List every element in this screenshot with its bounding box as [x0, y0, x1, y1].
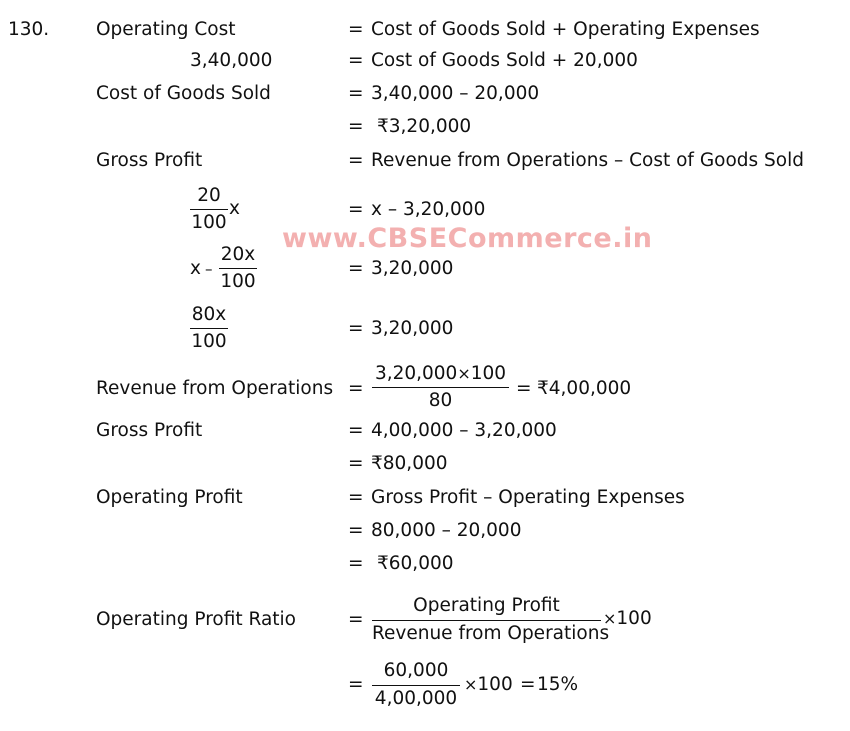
result-cogs: ₹3,20,000: [377, 116, 472, 137]
multiplier: ×100: [464, 674, 513, 695]
equals-sign: =: [348, 150, 364, 171]
rhs-cogs-substituted: Cost of Goods Sold + 20,000: [371, 50, 638, 71]
equals-sign: =: [348, 520, 364, 541]
equals-sign: =: [348, 199, 364, 220]
value-operating-cost: 3,40,000: [190, 50, 273, 71]
equals-sign: =: [348, 50, 364, 71]
equals-sign: =: [348, 318, 364, 339]
equals-sign: =: [348, 453, 364, 474]
result-revenue: ₹4,00,000: [537, 378, 632, 399]
equals-sign: =: [348, 674, 364, 695]
fraction-numerator: 80x: [191, 304, 227, 325]
watermark: www.CBSECommerce.in: [282, 223, 653, 254]
minus-sign: –: [205, 260, 213, 278]
fraction-denominator: 100: [220, 271, 256, 292]
variable-x: x: [229, 198, 240, 219]
equals-sign: =: [348, 420, 364, 441]
label-operating-cost: Operating Cost: [96, 19, 236, 40]
variable-x: x: [190, 258, 201, 279]
equals-sign: =: [348, 378, 364, 399]
fraction-bar: [219, 268, 257, 269]
rhs-cogs-computation: 3,40,000 – 20,000: [371, 83, 540, 104]
rhs-x-minus-cogs: x – 3,20,000: [371, 199, 486, 220]
fraction-bar: [372, 387, 509, 388]
fraction-numerator: Operating Profit: [413, 595, 560, 616]
rhs-gross-profit-computation: 4,00,000 – 3,20,000: [371, 420, 557, 441]
equals-sign: =: [348, 553, 364, 574]
fraction-bar: [372, 685, 460, 686]
rhs-operating-profit-formula: Gross Profit – Operating Expenses: [371, 487, 685, 508]
rhs-operating-profit-computation: 80,000 – 20,000: [371, 520, 522, 541]
multiplier: ×100: [603, 608, 652, 629]
result-gross-profit: ₹80,000: [371, 453, 448, 474]
question-number: 130.: [8, 19, 50, 40]
equals-sign: =: [348, 83, 364, 104]
fraction-numerator: 3,20,000×100: [374, 363, 507, 384]
label-gross-profit: Gross Profit: [96, 420, 203, 441]
equals-sign: =: [348, 116, 364, 137]
equals-sign: =: [516, 378, 532, 399]
fraction-denominator: 100: [191, 331, 227, 352]
result-operating-profit: ₹60,000: [377, 553, 454, 574]
fraction-bar: [372, 620, 601, 621]
fraction-numerator: 20: [197, 185, 221, 206]
fraction-denominator: Revenue from Operations: [372, 623, 610, 644]
fraction-bar: [190, 328, 228, 329]
fraction-denominator: 4,00,000: [374, 688, 458, 709]
equals-sign: =: [348, 258, 364, 279]
label-operating-profit-ratio: Operating Profit Ratio: [96, 609, 297, 630]
equals-sign: =: [348, 19, 364, 40]
result-ratio: 15%: [537, 674, 579, 695]
rhs-value: 3,20,000: [371, 318, 454, 339]
rhs-operating-cost-formula: Cost of Goods Sold + Operating Expenses: [371, 19, 760, 40]
equals-sign: =: [348, 609, 364, 630]
label-revenue-from-operations: Revenue from Operations: [96, 378, 334, 399]
equals-sign: =: [520, 674, 536, 695]
fraction-numerator: 20x: [220, 244, 256, 265]
equals-sign: =: [348, 487, 364, 508]
fraction-denominator: 80: [428, 390, 453, 411]
fraction-denominator: 100: [191, 212, 227, 233]
fraction-bar: [190, 209, 228, 210]
label-operating-profit: Operating Profit: [96, 487, 243, 508]
fraction-numerator: 60,000: [383, 660, 449, 681]
rhs-gross-profit-formula: Revenue from Operations – Cost of Goods Sold: [371, 150, 804, 171]
label-cost-of-goods-sold: Cost of Goods Sold: [96, 83, 271, 104]
label-gross-profit: Gross Profit: [96, 150, 203, 171]
rhs-value: 3,20,000: [371, 258, 454, 279]
